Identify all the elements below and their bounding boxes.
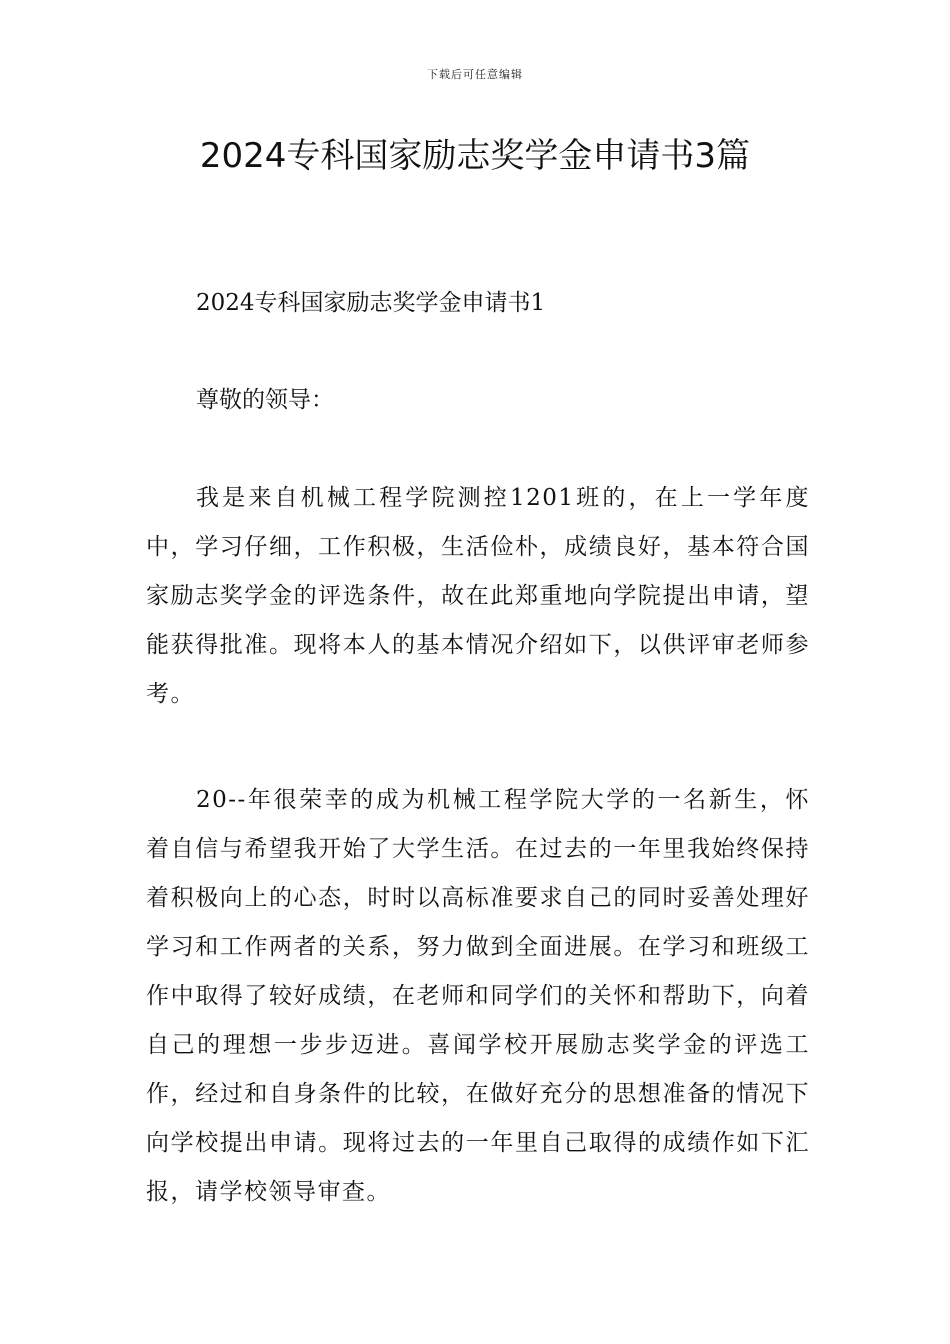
header-note: 下载后可任意编辑 bbox=[427, 68, 523, 81]
body-paragraph-2: 20--年很荣幸的成为机械工程学院大学的一名新生，怀着自信与希望我开始了大学生活。在过去的一年里我始终保持着积极向上的心态，时时以高标准要求自己的同时妥善处理好学习和工作两者的关系，努力做到全面进展。在学习和班级工作中取得了较好成绩，在老师和同学们的关怀和帮助下，向着自己的理想一步步迈进。喜闻学校开展励志奖学金的评选工作，经过和自身条件的比较，在做好充分的思想准备的情况下向学校提出申请。现将过去的一年里自己取得的成绩作如下汇报，请学校领导审查。 bbox=[146, 787, 810, 1205]
section-heading: 2024专科国家励志奖学金申请书1 bbox=[196, 290, 546, 316]
document-title: 2024专科国家励志奖学金申请书3篇 bbox=[199, 136, 751, 176]
salutation: 尊敬的领导： bbox=[196, 387, 334, 413]
body-paragraph-1: 我是来自机械工程学院测控1201班的，在上一学年度中，学习仔细，工作积极，生活俭朴，成绩良好，基本符合国家励志奖学金的评选条件，故在此郑重地向学院提出申请，望能获得批准。现将本人的基本情况介绍如下，以供评审老师参考。 bbox=[146, 485, 810, 707]
